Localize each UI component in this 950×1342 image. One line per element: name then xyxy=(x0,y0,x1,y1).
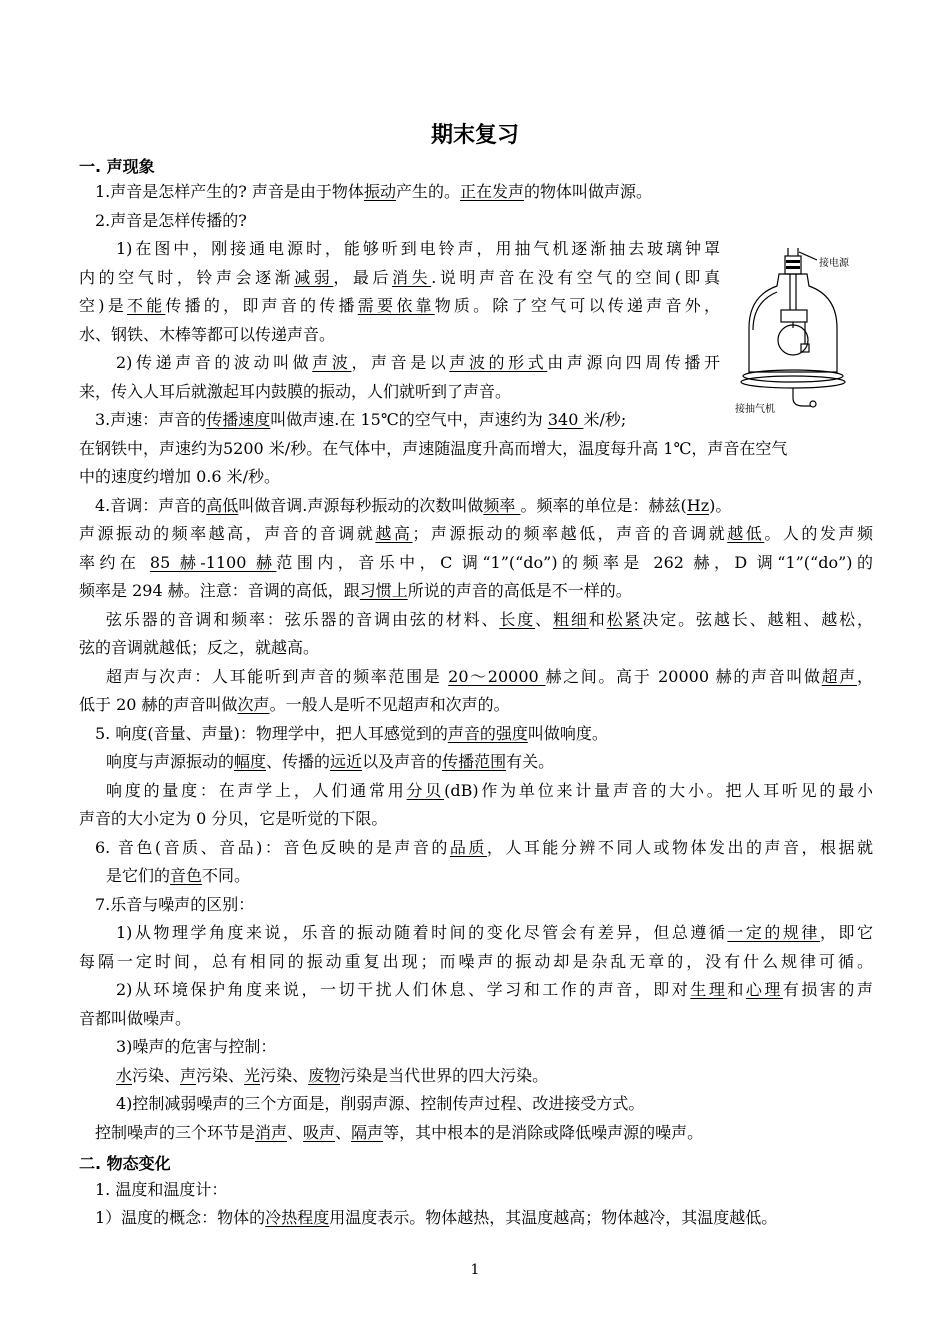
text-line: 声音的大小定为 0 分贝，它是听觉的下限。 xyxy=(79,809,388,828)
text-line: 1)从物理学角度来说，乐音的振动随着时间的变化尽管会有差异，但总遵循一定的规律，即它 xyxy=(116,923,873,942)
page-title: 期末复习 xyxy=(430,123,519,148)
text-line: 内的空气时，铃声会逐渐减弱，最后消失.说明声音在没有空气的空间(即真 xyxy=(79,268,720,287)
text-line: 响度的量度：在声学上，人们通常用分贝(dB)作为单位来计量声音的大小。把人耳听见的最小 xyxy=(106,781,873,800)
text-line: 5. 响度(音量、声量)：物理学中，把人耳感觉到的声音的强度叫做响度。 xyxy=(95,724,608,743)
text-line: 在钢铁中，声速约为5200 米/秒。在气体中，声速随温度升高而增大，温度每升高 1℃，声音在空气 xyxy=(79,439,788,458)
text-line: 2.声音是怎样传播的? xyxy=(95,211,247,230)
text-line: 声源振动的频率越高，声音的音调就越高；声源振动的频率越低，声音的音调就越低。人的发声频 xyxy=(79,524,873,543)
text-line: 来，传入人耳后就激起耳内鼓膜的振动，人们就听到了声音。 xyxy=(79,382,512,401)
text-line: 空)是不能传播的，即声音的传播需要依靠物质。除了空气可以传递声音外， xyxy=(79,296,720,315)
text-line: 低于 20 赫的声音叫做次声。一般人是听不见超声和次声的。 xyxy=(79,695,510,714)
section-heading-state-change: 二. 物态变化 xyxy=(79,1154,171,1173)
text-line: 超声与次声：人耳能听到声音的频率范围是 20～20000 赫之间。高于 20000 赫的声音叫做超声， xyxy=(106,667,873,686)
figure-label-pump: 接抽气机 xyxy=(735,404,775,415)
text-line: 3)噪声的危害与控制： xyxy=(116,1037,277,1056)
text-line: 2)传递声音的波动叫做声波，声音是以声波的形式由声源向四周传播开 xyxy=(116,353,720,372)
text-line: 1）温度的概念：物体的冷热程度用温度表示。物体越热，其温度越高；物体越冷，其温度越低。 xyxy=(95,1208,778,1227)
text-line: 弦的音调就越低；反之，就越高。 xyxy=(79,638,320,657)
text-line: 是它们的音色不同。 xyxy=(106,866,251,885)
bell-jar-illustration xyxy=(733,248,873,420)
figure-label-power: 接电源 xyxy=(819,258,849,269)
text-line: 弦乐器的音调和频率：弦乐器的音调由弦的材料、长度、粗细和松紧决定。弦越长、越粗、越松， xyxy=(106,610,873,629)
page-number: 1 xyxy=(470,1262,480,1278)
text-line: 频率是 294 赫。注意：音调的高低，跟习惯上所说的声音的高低是不一样的。 xyxy=(79,581,632,600)
text-line: 响度与声源振动的幅度、传播的远近以及声音的传播范围有关。 xyxy=(106,752,555,771)
text-line: 1. 温度和温度计： xyxy=(95,1180,228,1199)
text-line: 音都叫做噪声。 xyxy=(79,1009,192,1028)
text-line: 4.音调：声音的高低叫做音调.声源每秒振动的次数叫做频率 。频率的单位是：赫兹(Hz)。 xyxy=(95,496,732,515)
text-line: 2)从环境保护角度来说，一切干扰人们休息、学习和工作的声音，即对生理和心理有损害的声 xyxy=(116,980,873,999)
text-line: 控制噪声的三个环节是消声、吸声、隔声等，其中根本的是消除或降低噪声源的噪声。 xyxy=(95,1123,704,1142)
text-line: 4)控制减弱噪声的三个方面是，削弱声源、控制传声过程、改进接受方式。 xyxy=(116,1094,645,1113)
text-line: 水污染、声污染、光污染、废物污染是当代世界的四大污染。 xyxy=(116,1066,549,1085)
text-line: 3.声速：声音的传播速度叫做声速.在 15℃的空气中，声速约为 340 米/秒; xyxy=(95,410,627,429)
section-heading-sound: 一. 声现象 xyxy=(79,157,155,176)
text-line: 1)在图中，刚接通电源时，能够听到电铃声，用抽气机逐渐抽去玻璃钟罩 xyxy=(116,239,720,258)
text-line: 1.声音是怎样产生的? 声音是由于物体振动产生的。正在发声的物体叫做声源。 xyxy=(95,182,652,201)
text-line: 6. 音色(音质、音品)：音色反映的是声音的品质，人耳能分辨不同人或物体发出的声音，根据就 xyxy=(95,838,873,857)
text-line: 中的速度约增加 0.6 米/秒。 xyxy=(79,467,281,486)
text-line: 水、钢铁、木棒等都可以传递声音。 xyxy=(79,325,336,344)
text-line: 7.乐音与噪声的区别： xyxy=(95,895,255,914)
text-line: 每隔一定时间，总有相同的振动重复出现；而噪声的振动却是杂乱无章的，没有什么规律可循。 xyxy=(79,952,873,971)
text-line: 率约在 85 赫-1100 赫范围内，音乐中，C 调“1”(“do”)的频率是 262 赫，D 调“1”(“do”)的 xyxy=(79,553,873,572)
bell-jar-figure xyxy=(733,248,873,420)
